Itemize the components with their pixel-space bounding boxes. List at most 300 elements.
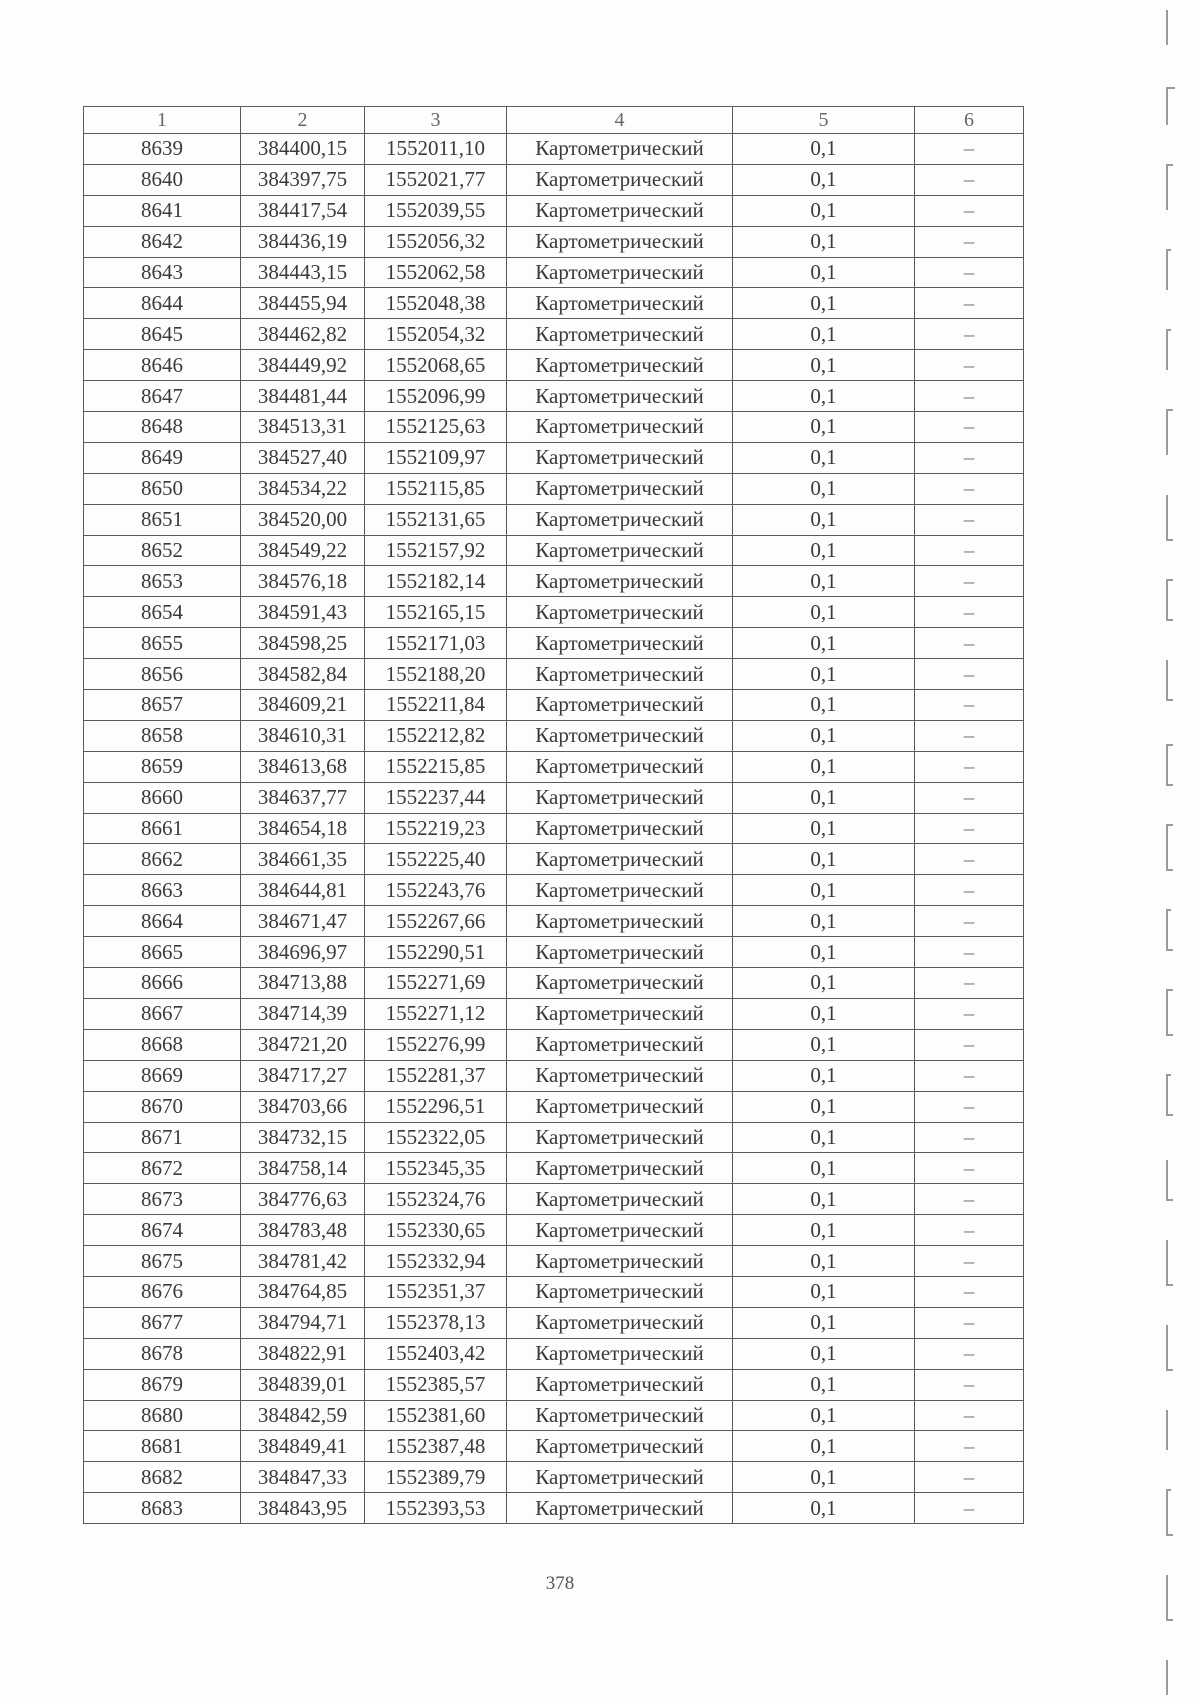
binding-mark xyxy=(1167,1075,1173,1115)
cell-method: Картометрический xyxy=(507,659,733,690)
cell-method: Картометрический xyxy=(507,1122,733,1153)
table-row xyxy=(84,1153,1024,1184)
header-col-1: 1 xyxy=(84,107,241,134)
cell-method: Картометрический xyxy=(507,628,733,659)
cell-coord-y: 1552068,65 xyxy=(365,350,507,381)
header-col-3: 3 xyxy=(365,107,507,134)
cell-coord-x: 384671,47 xyxy=(241,906,365,937)
cell-note: – xyxy=(915,628,1024,659)
table-row xyxy=(84,473,1024,504)
cell-method: Картометрический xyxy=(507,998,733,1029)
cell-note: – xyxy=(915,1215,1024,1246)
cell-accuracy: 0,1 xyxy=(733,906,915,937)
cell-coord-y: 1552054,32 xyxy=(365,319,507,350)
table-row xyxy=(84,1493,1024,1524)
binding-mark xyxy=(1167,1240,1173,1285)
cell-note: – xyxy=(915,813,1024,844)
cell-point-number: 8666 xyxy=(84,968,241,999)
cell-point-number: 8646 xyxy=(84,350,241,381)
cell-coord-x: 384703,66 xyxy=(241,1091,365,1122)
cell-note: – xyxy=(915,566,1024,597)
cell-method: Картометрический xyxy=(507,1307,733,1338)
table-row xyxy=(84,690,1024,721)
cell-point-number: 8642 xyxy=(84,226,241,257)
cell-coord-x: 384661,35 xyxy=(241,844,365,875)
table-row xyxy=(84,1091,1024,1122)
cell-coord-x: 384847,33 xyxy=(241,1462,365,1493)
table-row xyxy=(84,319,1024,350)
cell-coord-x: 384783,48 xyxy=(241,1215,365,1246)
cell-coord-x: 384713,88 xyxy=(241,968,365,999)
table-row xyxy=(84,1246,1024,1277)
cell-note: – xyxy=(915,1153,1024,1184)
cell-coord-y: 1552281,37 xyxy=(365,1060,507,1091)
cell-note: – xyxy=(915,319,1024,350)
cell-accuracy: 0,1 xyxy=(733,1338,915,1369)
cell-accuracy: 0,1 xyxy=(733,998,915,1029)
cell-method: Картометрический xyxy=(507,1338,733,1369)
cell-coord-x: 384721,20 xyxy=(241,1029,365,1060)
cell-method: Картометрический xyxy=(507,937,733,968)
cell-accuracy: 0,1 xyxy=(733,350,915,381)
cell-point-number: 8681 xyxy=(84,1431,241,1462)
cell-coord-y: 1552115,85 xyxy=(365,473,507,504)
table-row xyxy=(84,1400,1024,1431)
cell-method: Картометрический xyxy=(507,720,733,751)
cell-coord-x: 384822,91 xyxy=(241,1338,365,1369)
cell-coord-x: 384397,75 xyxy=(241,164,365,195)
cell-point-number: 8640 xyxy=(84,164,241,195)
cell-note: – xyxy=(915,504,1024,535)
cell-note: – xyxy=(915,1184,1024,1215)
cell-point-number: 8675 xyxy=(84,1246,241,1277)
cell-point-number: 8649 xyxy=(84,442,241,473)
table-row xyxy=(84,1184,1024,1215)
cell-method: Картометрический xyxy=(507,782,733,813)
cell-method: Картометрический xyxy=(507,813,733,844)
binding-mark xyxy=(1167,1325,1173,1370)
table-row xyxy=(84,782,1024,813)
cell-note: – xyxy=(915,473,1024,504)
cell-coord-x: 384849,41 xyxy=(241,1431,365,1462)
cell-coord-y: 1552387,48 xyxy=(365,1431,507,1462)
cell-accuracy: 0,1 xyxy=(733,844,915,875)
cell-note: – xyxy=(915,412,1024,443)
cell-method: Картометрический xyxy=(507,1029,733,1060)
cell-point-number: 8667 xyxy=(84,998,241,1029)
cell-note: – xyxy=(915,1369,1024,1400)
binding-mark xyxy=(1167,745,1173,785)
cell-coord-x: 384443,15 xyxy=(241,257,365,288)
cell-coord-y: 1552351,37 xyxy=(365,1276,507,1307)
cell-point-number: 8652 xyxy=(84,535,241,566)
cell-point-number: 8679 xyxy=(84,1369,241,1400)
cell-coord-y: 1552345,35 xyxy=(365,1153,507,1184)
cell-method: Картометрический xyxy=(507,875,733,906)
table-row xyxy=(84,1029,1024,1060)
cell-point-number: 8655 xyxy=(84,628,241,659)
cell-note: – xyxy=(915,1246,1024,1277)
cell-accuracy: 0,1 xyxy=(733,442,915,473)
cell-point-number: 8683 xyxy=(84,1493,241,1524)
cell-point-number: 8657 xyxy=(84,690,241,721)
cell-coord-y: 1552165,15 xyxy=(365,597,507,628)
cell-method: Картометрический xyxy=(507,504,733,535)
cell-coord-y: 1552157,92 xyxy=(365,535,507,566)
cell-note: – xyxy=(915,1122,1024,1153)
cell-method: Картометрический xyxy=(507,226,733,257)
table-row xyxy=(84,659,1024,690)
binding-mark xyxy=(1167,165,1173,210)
cell-note: – xyxy=(915,257,1024,288)
cell-point-number: 8669 xyxy=(84,1060,241,1091)
cell-accuracy: 0,1 xyxy=(733,1400,915,1431)
cell-note: – xyxy=(915,782,1024,813)
binding-mark xyxy=(1167,660,1173,700)
cell-note: – xyxy=(915,381,1024,412)
cell-coord-x: 384534,22 xyxy=(241,473,365,504)
cell-accuracy: 0,1 xyxy=(733,597,915,628)
table-row xyxy=(84,412,1024,443)
cell-coord-y: 1552171,03 xyxy=(365,628,507,659)
cell-method: Картометрический xyxy=(507,968,733,999)
cell-coord-y: 1552393,53 xyxy=(365,1493,507,1524)
cell-coord-y: 1552048,38 xyxy=(365,288,507,319)
table-row xyxy=(84,504,1024,535)
cell-note: – xyxy=(915,998,1024,1029)
cell-point-number: 8664 xyxy=(84,906,241,937)
cell-accuracy: 0,1 xyxy=(733,1462,915,1493)
cell-coord-x: 384764,85 xyxy=(241,1276,365,1307)
cell-method: Картометрический xyxy=(507,1493,733,1524)
cell-note: – xyxy=(915,1338,1024,1369)
cell-method: Картометрический xyxy=(507,1276,733,1307)
table-row xyxy=(84,1122,1024,1153)
cell-coord-y: 1552062,58 xyxy=(365,257,507,288)
binding-mark xyxy=(1167,1575,1173,1620)
cell-accuracy: 0,1 xyxy=(733,1215,915,1246)
cell-coord-x: 384842,59 xyxy=(241,1400,365,1431)
cell-point-number: 8678 xyxy=(84,1338,241,1369)
cell-coord-x: 384436,19 xyxy=(241,226,365,257)
cell-accuracy: 0,1 xyxy=(733,1431,915,1462)
cell-point-number: 8676 xyxy=(84,1276,241,1307)
table-row xyxy=(84,844,1024,875)
cell-coord-y: 1552021,77 xyxy=(365,164,507,195)
cell-point-number: 8656 xyxy=(84,659,241,690)
cell-note: – xyxy=(915,937,1024,968)
cell-accuracy: 0,1 xyxy=(733,1060,915,1091)
cell-point-number: 8650 xyxy=(84,473,241,504)
cell-coord-y: 1552332,94 xyxy=(365,1246,507,1277)
cell-point-number: 8653 xyxy=(84,566,241,597)
cell-coord-y: 1552330,65 xyxy=(365,1215,507,1246)
cell-coord-x: 384613,68 xyxy=(241,751,365,782)
table-row xyxy=(84,350,1024,381)
cell-note: – xyxy=(915,659,1024,690)
cell-coord-x: 384794,71 xyxy=(241,1307,365,1338)
cell-accuracy: 0,1 xyxy=(733,628,915,659)
table-row xyxy=(84,1060,1024,1091)
cell-note: – xyxy=(915,195,1024,226)
cell-note: – xyxy=(915,535,1024,566)
cell-accuracy: 0,1 xyxy=(733,690,915,721)
cell-point-number: 8677 xyxy=(84,1307,241,1338)
table-row xyxy=(84,1431,1024,1462)
cell-coord-x: 384527,40 xyxy=(241,442,365,473)
cell-coord-y: 1552011,10 xyxy=(365,134,507,165)
cell-note: – xyxy=(915,1060,1024,1091)
table-row xyxy=(84,1307,1024,1338)
table-row xyxy=(84,134,1024,165)
cell-coord-x: 384781,42 xyxy=(241,1246,365,1277)
cell-coord-x: 384400,15 xyxy=(241,134,365,165)
cell-method: Картометрический xyxy=(507,288,733,319)
cell-note: – xyxy=(915,751,1024,782)
cell-accuracy: 0,1 xyxy=(733,1122,915,1153)
cell-accuracy: 0,1 xyxy=(733,968,915,999)
cell-coord-y: 1552225,40 xyxy=(365,844,507,875)
cell-coord-x: 384513,31 xyxy=(241,412,365,443)
table-row xyxy=(84,442,1024,473)
cell-accuracy: 0,1 xyxy=(733,134,915,165)
cell-method: Картометрический xyxy=(507,1091,733,1122)
cell-coord-y: 1552290,51 xyxy=(365,937,507,968)
cell-accuracy: 0,1 xyxy=(733,381,915,412)
cell-point-number: 8680 xyxy=(84,1400,241,1431)
cell-point-number: 8670 xyxy=(84,1091,241,1122)
cell-method: Картометрический xyxy=(507,319,733,350)
binding-edge-marks xyxy=(1155,0,1195,1698)
cell-note: – xyxy=(915,164,1024,195)
cell-accuracy: 0,1 xyxy=(733,1493,915,1524)
cell-note: – xyxy=(915,134,1024,165)
binding-mark xyxy=(1167,825,1173,870)
header-row xyxy=(84,107,1024,134)
table-row xyxy=(84,226,1024,257)
cell-coord-x: 384732,15 xyxy=(241,1122,365,1153)
cell-coord-y: 1552096,99 xyxy=(365,381,507,412)
cell-accuracy: 0,1 xyxy=(733,412,915,443)
cell-coord-x: 384644,81 xyxy=(241,875,365,906)
cell-coord-x: 384637,77 xyxy=(241,782,365,813)
table-row xyxy=(84,875,1024,906)
cell-coord-x: 384455,94 xyxy=(241,288,365,319)
cell-note: – xyxy=(915,968,1024,999)
cell-accuracy: 0,1 xyxy=(733,1369,915,1400)
cell-coord-x: 384598,25 xyxy=(241,628,365,659)
table-row xyxy=(84,288,1024,319)
table-row xyxy=(84,628,1024,659)
cell-coord-x: 384549,22 xyxy=(241,535,365,566)
cell-method: Картометрический xyxy=(507,1369,733,1400)
cell-coord-x: 384417,54 xyxy=(241,195,365,226)
table-row xyxy=(84,164,1024,195)
cell-coord-x: 384576,18 xyxy=(241,566,365,597)
cell-coord-y: 1552039,55 xyxy=(365,195,507,226)
cell-note: – xyxy=(915,1091,1024,1122)
cell-accuracy: 0,1 xyxy=(733,659,915,690)
cell-note: – xyxy=(915,1029,1024,1060)
cell-coord-x: 384717,27 xyxy=(241,1060,365,1091)
table-row xyxy=(84,720,1024,751)
cell-point-number: 8660 xyxy=(84,782,241,813)
cell-coord-y: 1552219,23 xyxy=(365,813,507,844)
table-header xyxy=(84,107,1024,134)
cell-accuracy: 0,1 xyxy=(733,937,915,968)
cell-coord-x: 384462,82 xyxy=(241,319,365,350)
cell-coord-y: 1552389,79 xyxy=(365,1462,507,1493)
table-row xyxy=(84,566,1024,597)
cell-point-number: 8643 xyxy=(84,257,241,288)
cell-coord-y: 1552109,97 xyxy=(365,442,507,473)
cell-coord-y: 1552381,60 xyxy=(365,1400,507,1431)
cell-point-number: 8662 xyxy=(84,844,241,875)
header-col-6: 6 xyxy=(915,107,1024,134)
binding-mark xyxy=(1167,88,1175,125)
table-row xyxy=(84,998,1024,1029)
cell-coord-y: 1552182,14 xyxy=(365,566,507,597)
cell-accuracy: 0,1 xyxy=(733,1276,915,1307)
cell-accuracy: 0,1 xyxy=(733,1307,915,1338)
binding-mark-group xyxy=(1167,10,1175,1695)
cell-point-number: 8645 xyxy=(84,319,241,350)
cell-method: Картометрический xyxy=(507,442,733,473)
cell-coord-y: 1552271,69 xyxy=(365,968,507,999)
cell-point-number: 8673 xyxy=(84,1184,241,1215)
table-body xyxy=(84,134,1024,1524)
cell-point-number: 8674 xyxy=(84,1215,241,1246)
cell-point-number: 8661 xyxy=(84,813,241,844)
cell-method: Картометрический xyxy=(507,751,733,782)
table-row xyxy=(84,1276,1024,1307)
cell-method: Картометрический xyxy=(507,566,733,597)
cell-note: – xyxy=(915,350,1024,381)
cell-coord-y: 1552131,65 xyxy=(365,504,507,535)
cell-method: Картометрический xyxy=(507,195,733,226)
coordinates-table xyxy=(83,106,1024,1524)
cell-note: – xyxy=(915,1431,1024,1462)
cell-method: Картометрический xyxy=(507,473,733,504)
cell-method: Картометрический xyxy=(507,381,733,412)
table-row xyxy=(84,968,1024,999)
cell-accuracy: 0,1 xyxy=(733,1091,915,1122)
cell-coord-x: 384758,14 xyxy=(241,1153,365,1184)
cell-coord-y: 1552211,84 xyxy=(365,690,507,721)
cell-accuracy: 0,1 xyxy=(733,473,915,504)
cell-method: Картометрический xyxy=(507,350,733,381)
cell-method: Картометрический xyxy=(507,1215,733,1246)
cell-coord-y: 1552296,51 xyxy=(365,1091,507,1122)
cell-point-number: 8648 xyxy=(84,412,241,443)
cell-coord-y: 1552243,76 xyxy=(365,875,507,906)
cell-coord-y: 1552276,99 xyxy=(365,1029,507,1060)
cell-point-number: 8672 xyxy=(84,1153,241,1184)
binding-mark xyxy=(1167,410,1173,455)
cell-coord-x: 384714,39 xyxy=(241,998,365,1029)
header-col-4: 4 xyxy=(507,107,733,134)
table-row xyxy=(84,381,1024,412)
cell-accuracy: 0,1 xyxy=(733,1246,915,1277)
cell-method: Картометрический xyxy=(507,597,733,628)
header-col-2: 2 xyxy=(241,107,365,134)
cell-point-number: 8668 xyxy=(84,1029,241,1060)
table-row xyxy=(84,1462,1024,1493)
cell-coord-y: 1552322,05 xyxy=(365,1122,507,1153)
table-row xyxy=(84,535,1024,566)
cell-coord-x: 384843,95 xyxy=(241,1493,365,1524)
cell-method: Картометрический xyxy=(507,1060,733,1091)
cell-note: – xyxy=(915,875,1024,906)
binding-mark xyxy=(1167,495,1173,540)
cell-point-number: 8671 xyxy=(84,1122,241,1153)
table-row xyxy=(84,195,1024,226)
table-row xyxy=(84,751,1024,782)
cell-method: Картометрический xyxy=(507,690,733,721)
cell-method: Картометрический xyxy=(507,1246,733,1277)
cell-accuracy: 0,1 xyxy=(733,720,915,751)
cell-point-number: 8659 xyxy=(84,751,241,782)
cell-coord-y: 1552267,66 xyxy=(365,906,507,937)
binding-mark xyxy=(1167,1490,1173,1535)
cell-coord-x: 384696,97 xyxy=(241,937,365,968)
cell-method: Картометрический xyxy=(507,164,733,195)
cell-coord-y: 1552403,42 xyxy=(365,1338,507,1369)
cell-accuracy: 0,1 xyxy=(733,195,915,226)
cell-point-number: 8647 xyxy=(84,381,241,412)
cell-note: – xyxy=(915,1400,1024,1431)
table-row xyxy=(84,1338,1024,1369)
cell-note: – xyxy=(915,226,1024,257)
table-row xyxy=(84,257,1024,288)
cell-coord-y: 1552212,82 xyxy=(365,720,507,751)
cell-method: Картометрический xyxy=(507,1431,733,1462)
cell-accuracy: 0,1 xyxy=(733,504,915,535)
cell-point-number: 8663 xyxy=(84,875,241,906)
cell-coord-x: 384591,43 xyxy=(241,597,365,628)
cell-accuracy: 0,1 xyxy=(733,1184,915,1215)
cell-coord-x: 384449,92 xyxy=(241,350,365,381)
binding-mark xyxy=(1167,910,1173,950)
table-row xyxy=(84,597,1024,628)
cell-accuracy: 0,1 xyxy=(733,535,915,566)
cell-coord-y: 1552215,85 xyxy=(365,751,507,782)
cell-method: Картометрический xyxy=(507,412,733,443)
cell-point-number: 8665 xyxy=(84,937,241,968)
cell-coord-y: 1552378,13 xyxy=(365,1307,507,1338)
cell-note: – xyxy=(915,1493,1024,1524)
cell-note: – xyxy=(915,720,1024,751)
cell-note: – xyxy=(915,597,1024,628)
header-col-5: 5 xyxy=(733,107,915,134)
cell-accuracy: 0,1 xyxy=(733,875,915,906)
cell-coord-y: 1552324,76 xyxy=(365,1184,507,1215)
cell-accuracy: 0,1 xyxy=(733,751,915,782)
cell-note: – xyxy=(915,442,1024,473)
cell-method: Картометрический xyxy=(507,1400,733,1431)
binding-mark xyxy=(1167,330,1171,370)
cell-note: – xyxy=(915,906,1024,937)
cell-coord-y: 1552385,57 xyxy=(365,1369,507,1400)
cell-coord-y: 1552237,44 xyxy=(365,782,507,813)
cell-accuracy: 0,1 xyxy=(733,1029,915,1060)
cell-point-number: 8682 xyxy=(84,1462,241,1493)
cell-point-number: 8651 xyxy=(84,504,241,535)
table-row xyxy=(84,937,1024,968)
cell-point-number: 8641 xyxy=(84,195,241,226)
cell-accuracy: 0,1 xyxy=(733,288,915,319)
cell-coord-y: 1552188,20 xyxy=(365,659,507,690)
